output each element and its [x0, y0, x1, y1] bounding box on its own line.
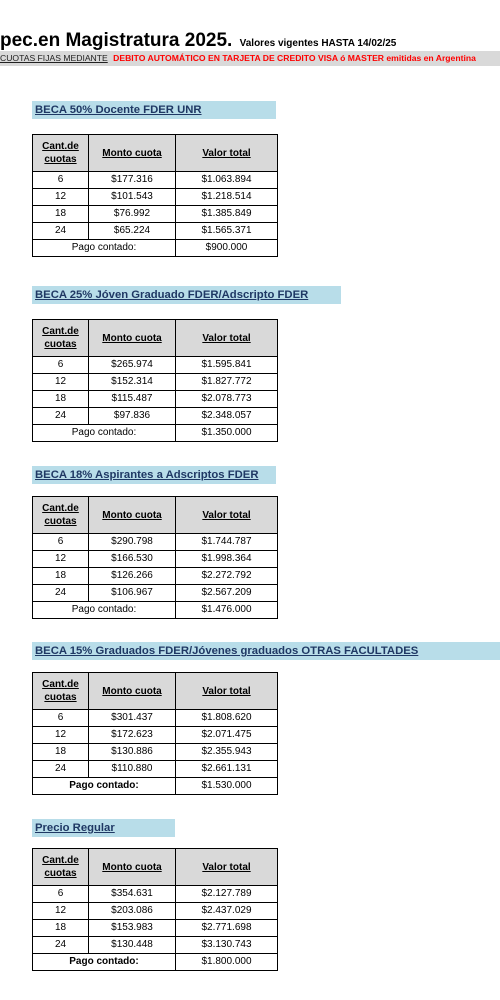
- table-row: 18 $76.992 $1.385.849: [33, 206, 278, 223]
- col-total: Valor total: [176, 320, 278, 357]
- table-row: 24 $97.836 $2.348.057: [33, 408, 278, 425]
- pago-contado-row: Pago contado: $1.530.000: [33, 778, 278, 795]
- col-monto: Monto cuota: [89, 320, 176, 357]
- col-monto: Monto cuota: [89, 673, 176, 710]
- col-total: Valor total: [176, 135, 278, 172]
- table-row: 6 $354.631 $2.127.789: [33, 886, 278, 903]
- col-monto: Monto cuota: [89, 849, 176, 886]
- pago-contado-row: Pago contado: $1.350.000: [33, 425, 278, 442]
- title-main: pec.en Magistratura 2025.: [0, 30, 233, 51]
- col-cuotas: Cant.de cuotas: [33, 849, 89, 886]
- fee-table-beca-50: [32, 134, 278, 257]
- fee-table-beca-25: [32, 319, 278, 442]
- section-title-beca-18: BECA 18% Aspirantes a Adscriptos FDER: [32, 466, 276, 484]
- table-row: 18 $115.487 $2.078.773: [33, 391, 278, 408]
- banner-prefix: CUOTAS FIJAS MEDIANTE: [0, 53, 108, 63]
- table-row: 6 $177.316 $1.063.894: [33, 172, 278, 189]
- table-row: 18 $126.266 $2.272.792: [33, 568, 278, 585]
- table-row: 12 $172.623 $2.071.475: [33, 727, 278, 744]
- banner-highlight: DEBITO AUTOMÁTICO EN TARJETA DE CREDITO VISA ó MASTER emitidas en Argentina: [113, 53, 476, 63]
- table-row: 18 $153.983 $2.771.698: [33, 920, 278, 937]
- table-row: 12 $152.314 $1.827.772: [33, 374, 278, 391]
- col-total: Valor total: [176, 497, 278, 534]
- col-total: Valor total: [176, 849, 278, 886]
- payment-banner: [0, 51, 500, 66]
- table-row: 24 $130.448 $3.130.743: [33, 937, 278, 954]
- table-row: 24 $110.880 $2.661.131: [33, 761, 278, 778]
- section-title-beca-25: BECA 25% Jóven Graduado FDER/Adscripto FDER: [32, 286, 341, 304]
- col-monto: Monto cuota: [89, 135, 176, 172]
- col-cuotas: Cant.de cuotas: [33, 673, 89, 710]
- table-row: 18 $130.886 $2.355.943: [33, 744, 278, 761]
- table-row: 12 $166.530 $1.998.364: [33, 551, 278, 568]
- col-total: Valor total: [176, 673, 278, 710]
- pago-contado-row: Pago contado: $900.000: [33, 240, 278, 257]
- table-row: 24 $106.967 $2.567.209: [33, 585, 278, 602]
- fee-table-precio-regular: [32, 848, 278, 971]
- table-row: 24 $65.224 $1.565.371: [33, 223, 278, 240]
- col-monto: Monto cuota: [89, 497, 176, 534]
- fee-table-beca-15: [32, 672, 278, 795]
- fee-table-beca-18: [32, 496, 278, 619]
- title-subtitle: Valores vigentes HASTA 14/02/25: [239, 38, 397, 49]
- section-title-precio-regular: Precio Regular: [32, 819, 175, 837]
- col-cuotas: Cant.de cuotas: [33, 135, 89, 172]
- table-row: 12 $101.543 $1.218.514: [33, 189, 278, 206]
- section-title-beca-15: BECA 15% Graduados FDER/Jóvenes graduados OTRAS FACULTADES: [32, 642, 500, 660]
- pago-contado-row: Pago contado: $1.800.000: [33, 954, 278, 971]
- pago-contado-row: Pago contado: $1.476.000: [33, 602, 278, 619]
- col-cuotas: Cant.de cuotas: [33, 497, 89, 534]
- table-row: 6 $290.798 $1.744.787: [33, 534, 278, 551]
- section-title-beca-50: BECA 50% Docente FDER UNR: [32, 101, 276, 119]
- table-row: 6 $265.974 $1.595.841: [33, 357, 278, 374]
- table-row: 6 $301.437 $1.808.620: [33, 710, 278, 727]
- table-row: 12 $203.086 $2.437.029: [33, 903, 278, 920]
- col-cuotas: Cant.de cuotas: [33, 320, 89, 357]
